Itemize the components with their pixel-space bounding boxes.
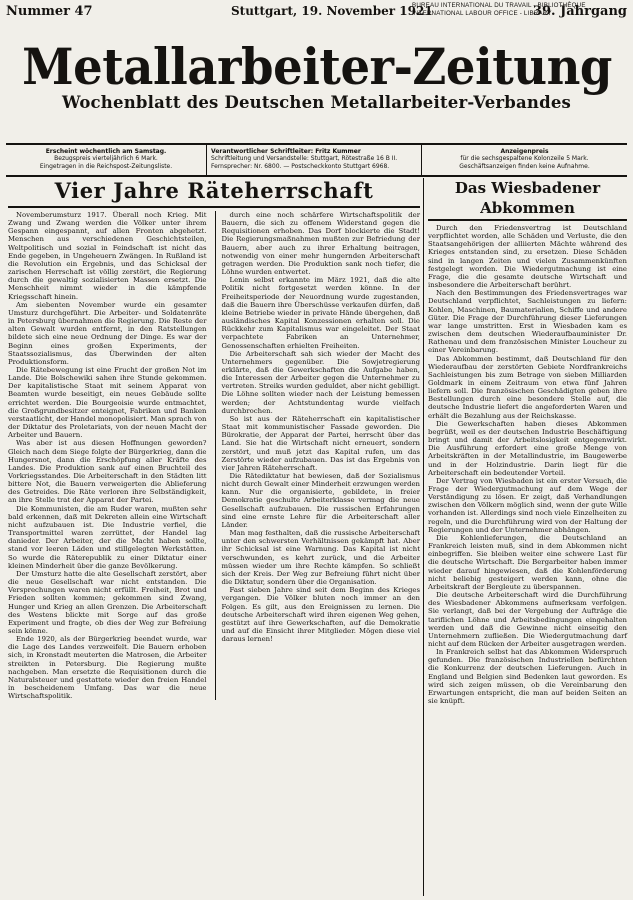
- paragraph: Novemberumsturz 1917. Überall noch Krieg. Mit Zwang und Zwang werden die Völker unter ihrem Gespann eingespannt, auf allen Fronten abgehetzt. Menschen aus verschiedenen Geschichtsteilen, Weltpolitisch und sozial in Feindschaft ist nicht das Ende gegeben, in Ungeheuern Zwängen. In Rußland ist die Revolution ein Ergebnis, und das Schicksal der zarischen Herrschaft ist völlig zerstört, die Regierung durch die gewaltig sozialisierten Massen ersetzt. Die Menschheit nimmt wieder in die kämpfende Kriegsschaft hinein.: [8, 211, 207, 301]
- paragraph: Die deutsche Arbeiterschaft wird die Durchführung des Wiesbadener Abkommens aufmerksam verfolgen. Sie verlangt, daß bei der Vergebung der Aufträge die tariflichen Löhne und Arbeitsbedingungen eingehalten werden und daß die Gewinne nicht einseitig den Unternehmern zufließen. Die Wiedergutmachung darf nicht auf dem Rücken der Arbeiter ausgetragen werden.: [428, 591, 627, 648]
- paragraph: Ende 1920, als der Bürgerkrieg beendet wurde, war die Lage des Landes verzweifelt. Die Bauern erhoben sich, in Kronstadt meuterten die Matrosen, die Arbeiter streikten in Petersburg. Die Regierung mußte nachgeben. Man ersetzte die Requisitionen durch die Naturalsteuer und gestattete wieder den freien Handel in bescheidenem Umfang. Das war die neue Wirtschaftspolitik.: [8, 635, 207, 701]
- side-article: [428, 178, 627, 896]
- paragraph: Lenin selbst erkannte im März 1921, daß die alte Politik nicht fortgesetzt werden könne. In der Freiheitsperiode der Neuordnung wurde zugestanden, daß die Bauern ihre Überschüsse verkaufen dürfen, daß kleine Betriebe wieder in private Hände übergehen, daß ausländisches Kapital Konzessionen erhalten soll. Die Rückkehr zum Kapitalismus war eingeleitet. Der Staat verpachtete Fabriken an Unternehmer, Genossenschaften erhielten Freiheiten.: [221, 276, 420, 350]
- paragraph: Das Abkommen bestimmt, daß Deutschland für den Wiederaufbau der zerstörten Gebiete Nordfrankreichs Sachleistungen bis zum Betrage von sieben Milliarden Goldmark in einem Zeitraum von etwa fünf Jahren liefern soll. Die französischen Geschädigten geben ihre Bestellungen durch eine besondere Stelle auf, die deutsche Industrie liefert die angeforderten Waren und erhält die Bezahlung aus der Reichskasse.: [428, 354, 627, 420]
- paragraph: Der Vertrag von Wiesbaden ist ein erster Versuch, die Frage der Wiedergutmachung auf dem Wege der Verständigung zu lösen. Er zeigt, daß Verhandlungen zwischen den Völkern möglich sind, wenn der gute Wille vorhanden ist. Allerdings sind noch viele Einzelheiten zu regeln, und die Durchführung wird von der Haltung der Regierungen und der Unternehmer abhängen.: [428, 476, 627, 534]
- article-column-2: [215, 211, 421, 700]
- paragraph: Was aber ist aus diesen Hoffnungen geworden? Gleich nach dem Siege folgte der Bürgerkrieg, dann die Hungersnot, dann die Erschöpfung aller Kräfte des Landes. Die Produktion sank auf einen Bruchteil des Vorkriegsstandes. Die Arbeiterschaft in den Städten litt bittere Not, die Bauern verweigerten die Ablieferung des Getreides. Die Räte verloren ihre Selbständigkeit, an ihre Stelle trat der Apparat der Partei.: [8, 439, 207, 505]
- side-article-body: [428, 224, 627, 705]
- side-title-rule: [428, 219, 627, 221]
- side-article-title: Das Wiesbadener Abkommen: [454, 179, 601, 217]
- article-column-1: [8, 211, 207, 700]
- paragraph: Durch den Friedensvertrag ist Deutschland verpflichtet worden, alle Schäden und Verluste, die den Staatsangehörigen der alliierten Mächte während des Krieges entstanden sind, zu ersetzen. Diese Schäden sind in langen Zeiten und vielen Zusammenkünften festgelegt worden. Die Wiedergutmachung ist eine Frage, die die gesamte deutsche Wirtschaft und insbesondere die Arbeiterschaft berührt.: [428, 224, 627, 290]
- paragraph: Nach den Bestimmungen des Friedensvertrages war Deutschland verpflichtet, Sachleistungen zu liefern: Kohlen, Maschinen, Baumaterialien, Schiffe und andere Güter. Die Frage der Durchführung dieser Lieferungen war lange umstritten. Erst in Wiesbaden kam es zwischen dem deutschen Wiederaufbauminister Dr. Rathenau und dem französischen Minister Loucheur zu einer Vereinbarung.: [428, 289, 627, 355]
- newspaper-subtitle: Wochenblatt des Deutschen Metallarbeiter-Verbandes: [61, 93, 572, 112]
- title-rule: [8, 206, 420, 208]
- paragraph: Die Kommunisten, die am Ruder waren, mußten sehr bald erkennen, daß mit Dekreten allein eine Wirtschaft nicht aufzubauen ist. Die Industrie verfiel, die Transportmittel waren zerrüttet, der Handel lag danieder. Der Arbeiter, der die Macht haben sollte, stand vor leeren Läden und stillgelegten Werkstätten. So wurde die Räterepublik zu einer Diktatur einer kleinen Minderheit über die ganze Bevölkerung.: [8, 504, 207, 570]
- stamp-line-1: BUREAU INTERNATIONAL DU TRAVAIL - BIBLIOTHÈQUE: [412, 2, 586, 9]
- newspaper-title: Metallarbeiter-Zeitung: [22, 37, 612, 96]
- ad-price: für die sechsgespaltene Kolonzeile 5 Mark.: [460, 155, 589, 163]
- editorial-address: Schriftleitung und Versandstelle: Stuttgart, Rötestraße 16 B II.: [211, 155, 398, 163]
- paragraph: Die Rätebewegung ist eine Frucht der großen Not im Lande. Die Bolschewiki sahen ihre Stunde gekommen. Der kapitalistische Staat mit seinem Apparat von Beamten wurde beseitigt, ein neues Gebäude sollte errichtet werden. Die Bourgeoisie wurde entmachtet, die Großgrundbesitzer enteignet, Fabriken und Banken verstaatlicht, der Handel monopolisiert. Man sprach von der Diktatur des Proletariats, von der neuen Macht der Arbeiter und Bauern.: [8, 365, 207, 440]
- masthead: [0, 37, 633, 112]
- volume-year: 39. Jahrgang: [532, 4, 627, 19]
- column-divider: [423, 178, 424, 896]
- publication-info-box: [6, 143, 627, 177]
- stamp-line-2: INTERNATIONAL LABOUR OFFICE - LIBRARY: [412, 10, 552, 17]
- subscription-head: Erscheint wöchentlich am Samstag.: [45, 148, 167, 155]
- paragraph: So ist aus der Räteherrschaft ein kapitalistischer Staat mit kommunistischer Fassade geworden. Die Bürokratie, der Apparat der Partei, herrscht über das Land. Sie hat die Wirtschaft nicht erneuert, sondern zerstört, und muß jetzt das Kapital rufen, um das Zerstörte wieder aufzubauen. Das ist das Ergebnis von vier Jahren Räteherrschaft.: [221, 414, 420, 472]
- paragraph: Die Kohlenlieferungen, die Deutschland an Frankreich leisten muß, sind in dem Abkommen nicht einbegriffen. Sie bleiben weiter eine schwere Last für die deutsche Wirtschaft. Die Bergarbeiter haben immer wieder darauf hingewiesen, daß die Kohlenförderung nicht beliebig gesteigert werden kann, ohne die Arbeitskraft der Bergleute zu überspannen.: [428, 533, 627, 591]
- issue-number: Nummer 47: [6, 4, 93, 19]
- paragraph: Die Arbeiterschaft sah sich wieder der Macht des Unternehmers gegenüber. Die Sowjetregierung erklärte, daß die Gewerkschaften die Aufgabe haben, die Interessen der Arbeiter gegen die Unternehmer zu vertreten. Streiks wurden geduldet, aber nicht gebilligt. Die Löhne sollten wieder nach der Leistung bemessen werden; der Achtstundentag wurde vielfach durchbrochen.: [221, 349, 420, 415]
- article-title: Vier Jahre Räteherrschaft: [54, 178, 374, 203]
- editorial-info: [206, 145, 421, 175]
- paragraph: Man mag festhalten, daß die russische Arbeiterschaft unter den schwersten Verhältnissen gekämpft hat. Aber ihr Schicksal ist eine Warnung. Das Kapital ist nicht verschwunden, es kehrt zurück, und die Arbeiter müssen wieder um ihre Rechte kämpfen. So schließt sich der Kreis. Der Weg zur Befreiung führt nicht über die Diktatur, sondern über die Organisation.: [221, 529, 420, 587]
- paragraph: Fast sieben Jahre sind seit dem Beginn des Krieges vergangen. Die Völker bluten noch immer an den Folgen. Es gilt, aus den Ereignissen zu lernen. Die deutsche Arbeiterschaft wird ihren eigenen Weg gehen, gestützt auf ihre Gewerkschaften, auf die Demokratie und auf die Einsicht ihrer Mitglieder. Mögen diese viel daraus lernen!: [221, 586, 420, 644]
- main-article: [8, 178, 420, 896]
- paragraph: Die Rätediktatur hat bewiesen, daß der Sozialismus nicht durch Gewalt einer Minderheit erzwungen werden kann. Nur die organisierte, gebildete, in freier Demokratie geschulte Arbeiterklasse vermag die neue Gesellschaft aufzubauen. Die russischen Erfahrungen sind eine ernste Lehre für die Arbeiterschaft aller Länder.: [221, 472, 420, 529]
- subscription-info: [6, 145, 206, 175]
- dateline: Stuttgart, 19. November 1921: [231, 4, 433, 18]
- paragraph: Am siebenten November wurde ein gesamter Umsturz durchgeführt. Die Arbeiter- und Soldatenräte in Petersburg übernahmen die Regierung. Die Reste der alten Gewalt wurden entfernt, in den Ratstellungen bildete sich eine neue Ordnung der Dinge. Es war der Beginn eines großen Experiments, der Staatssozialismus, das Überwinden der alten Produktionsform.: [8, 300, 207, 366]
- postal-registration: Eingetragen in die Reichspost-Zeitungsliste.: [39, 162, 173, 170]
- advertising-info: [421, 145, 627, 175]
- subscription-price: Bezugspreis vierteljährlich 6 Mark.: [54, 155, 158, 163]
- paragraph: Die Gewerkschaften haben dieses Abkommen begrüßt, weil es der deutschen Industrie Beschäftigung bringt und damit der Arbeitslosigkeit entgegenwirkt. Die Ausführung erfordert eine große Menge von Arbeitskräften in der Metallindustrie, im Baugewerbe und in der Holzindustrie. Darin liegt für die Arbeiterschaft ein bedeutender Vorteil.: [428, 419, 627, 477]
- paragraph: In Frankreich selbst hat das Abkommen Widerspruch gefunden. Die französischen Industriellen befürchten die Konkurrenz der deutschen Lieferungen. Auch in England und Belgien sind Bedenken laut geworden. Es wird sich zeigen müssen, ob die Vereinbarung den Erwartungen entspricht, die man auf beiden Seiten an sie knüpft.: [428, 648, 627, 706]
- paragraph: durch eine noch schärfere Wirtschaftspolitik der Bauern, die sich zu offenem Widerstand gegen die Requisitionen erhoben. Das Dorf blockierte die Stadt! Die Regierungsmaßnahmen mußten zur Befriedung der Bauern, aber auch zu ihrer Erhaltung beitragen, notwendig von einer mehr hungernden Arbeiterschaft getragen werden. Die Produktion sank noch tiefer, die Löhne wurden entwertet.: [221, 211, 420, 277]
- ad-policy: Geschäftsanzeigen finden keine Aufnahme.: [459, 162, 590, 170]
- article-columns: [8, 211, 420, 700]
- ad-price-head: Anzeigenpreis: [500, 148, 549, 155]
- paragraph: Der Umsturz hatte die alte Gesellschaft zerstört, aber die neue Gesellschaft war nicht entstanden. Die Versprechungen waren nicht erfüllt. Freiheit, Brot und Frieden sollten kommen; gekommen sind Zwang, Hunger und Krieg an allen Grenzen. Die Arbeiterschaft des Westens blickte mit Sorge auf das große Experiment und fragte, ob dies der Weg zur Befreiung sein könne.: [8, 569, 207, 635]
- editor-line: Verantwortlicher Schriftleiter: Fritz Kummer: [211, 148, 361, 155]
- phone-line: Fernsprecher: Nr. 6800. — Postscheckkonto Stuttgart 6968.: [211, 162, 390, 170]
